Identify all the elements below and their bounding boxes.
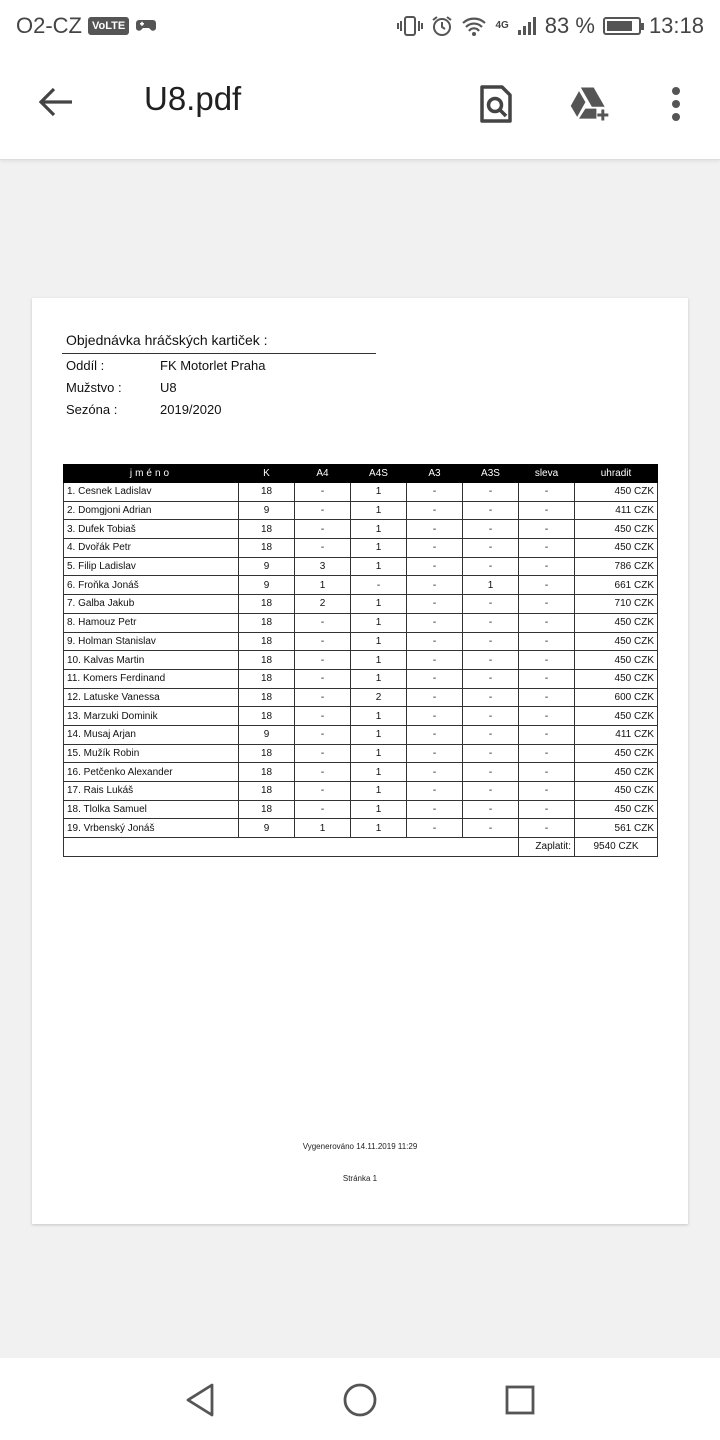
battery-icon: [603, 17, 641, 35]
table-cell: 9: [239, 501, 295, 520]
table-cell: 450 CZK: [575, 707, 658, 726]
table-cell: 1: [351, 595, 407, 614]
table-cell: -: [407, 557, 463, 576]
table-cell: -: [407, 501, 463, 520]
order-heading: Objednávka hráčských kartiček :: [66, 332, 268, 348]
table-cell: -: [463, 539, 519, 558]
table-cell: -: [407, 782, 463, 801]
table-cell: 18: [239, 520, 295, 539]
table-cell: 786 CZK: [575, 557, 658, 576]
table-cell: 411 CZK: [575, 501, 658, 520]
column-header: K: [239, 465, 295, 483]
app-bar: [0, 52, 720, 160]
table-cell: -: [463, 520, 519, 539]
total-label: Zaplatit:: [519, 838, 575, 857]
info-value: U8: [160, 380, 177, 395]
table-cell: -: [295, 688, 351, 707]
table-cell: 1: [351, 782, 407, 801]
table-cell: 1: [351, 763, 407, 782]
table-cell: -: [407, 819, 463, 838]
table-cell: -: [407, 483, 463, 502]
table-cell: 1: [351, 800, 407, 819]
table-cell: 1: [351, 651, 407, 670]
table-cell: -: [519, 800, 575, 819]
table-cell: 7. Galba Jakub: [64, 595, 239, 614]
table-cell: 1: [295, 576, 351, 595]
info-label: Mužstvo :: [66, 380, 122, 395]
table-cell: -: [463, 819, 519, 838]
table-cell: -: [463, 707, 519, 726]
table-cell: 450 CZK: [575, 800, 658, 819]
table-cell: -: [519, 483, 575, 502]
table-cell: -: [407, 595, 463, 614]
table-cell: 561 CZK: [575, 819, 658, 838]
table-cell: -: [519, 669, 575, 688]
table-cell: 16. Petčenko Alexander: [64, 763, 239, 782]
table-cell: 11. Komers Ferdinand: [64, 669, 239, 688]
table-cell: -: [295, 520, 351, 539]
table-cell: -: [295, 539, 351, 558]
table-cell: -: [463, 595, 519, 614]
table-cell: -: [407, 613, 463, 632]
table-cell: 14. Musaj Arjan: [64, 725, 239, 744]
info-label: Oddíl :: [66, 358, 105, 373]
table-cell: -: [519, 782, 575, 801]
table-cell: -: [519, 557, 575, 576]
navigation-bar: [0, 1358, 720, 1440]
table-row: [64, 539, 658, 558]
table-cell: -: [463, 763, 519, 782]
table-cell: -: [519, 819, 575, 838]
table-cell: 18: [239, 483, 295, 502]
signal-icon: [517, 16, 537, 36]
table-cell: 9: [239, 557, 295, 576]
table-cell: 2: [295, 595, 351, 614]
table-cell: 18: [239, 800, 295, 819]
table-cell: 8. Hamouz Petr: [64, 613, 239, 632]
table-cell: 18: [239, 782, 295, 801]
table-row: [64, 669, 658, 688]
table-cell: 1: [463, 576, 519, 595]
alarm-icon: [431, 15, 453, 37]
table-row: [64, 501, 658, 520]
table-cell: -: [519, 520, 575, 539]
info-row-season: [66, 402, 222, 417]
table-cell: 661 CZK: [575, 576, 658, 595]
table-cell: -: [295, 744, 351, 763]
table-cell: -: [351, 576, 407, 595]
table-cell: 450 CZK: [575, 744, 658, 763]
table-row: [64, 576, 658, 595]
table-cell: 18: [239, 539, 295, 558]
table-cell: -: [463, 669, 519, 688]
table-cell: -: [295, 501, 351, 520]
table-cell: 18. Tlolka Samuel: [64, 800, 239, 819]
generated-timestamp: Vygenerováno 14.11.2019 11:29: [302, 1142, 418, 1151]
table-row: [64, 744, 658, 763]
table-cell: -: [519, 688, 575, 707]
back-triangle-icon[interactable]: [180, 1380, 220, 1420]
table-cell: 9: [239, 819, 295, 838]
table-cell: 1: [295, 819, 351, 838]
table-cell: -: [519, 632, 575, 651]
table-cell: 4. Dvořák Petr: [64, 539, 239, 558]
info-row-club: [66, 358, 266, 373]
table-cell: -: [407, 539, 463, 558]
table-cell: -: [407, 651, 463, 670]
table-cell: 1: [351, 483, 407, 502]
table-cell: -: [407, 744, 463, 763]
table-cell: -: [463, 688, 519, 707]
table-row: [64, 651, 658, 670]
table-cell: 450 CZK: [575, 782, 658, 801]
table-cell: 1: [351, 669, 407, 688]
table-cell: -: [295, 483, 351, 502]
table-cell: -: [295, 725, 351, 744]
table-cell: 1: [351, 725, 407, 744]
column-header: A4S: [351, 465, 407, 483]
total-value: 9540 CZK: [575, 838, 658, 857]
table-cell: -: [463, 557, 519, 576]
table-cell: 450 CZK: [575, 613, 658, 632]
table-cell: -: [407, 669, 463, 688]
network-type-label: 4G: [495, 20, 509, 31]
table-cell: -: [407, 707, 463, 726]
table-cell: 1: [351, 539, 407, 558]
table-cell: -: [295, 613, 351, 632]
table-cell: -: [519, 725, 575, 744]
info-label: Sezóna :: [66, 402, 118, 417]
volte-badge: VoLTE: [88, 17, 129, 35]
table-cell: -: [519, 501, 575, 520]
table-row: [64, 688, 658, 707]
table-cell: 710 CZK: [575, 595, 658, 614]
table-cell: -: [407, 800, 463, 819]
column-header: A4: [295, 465, 351, 483]
table-row: [64, 707, 658, 726]
table-cell: 10. Kalvas Martin: [64, 651, 239, 670]
table-cell: 450 CZK: [575, 520, 658, 539]
orders-table: [63, 464, 658, 857]
column-header: uhradit: [575, 465, 658, 483]
table-cell: -: [295, 763, 351, 782]
table-row: [64, 557, 658, 576]
more-vert-icon[interactable]: [654, 82, 698, 126]
table-row: [64, 613, 658, 632]
table-cell: -: [519, 576, 575, 595]
table-cell: -: [519, 707, 575, 726]
game-controller-icon: [135, 13, 157, 39]
table-cell: 18: [239, 651, 295, 670]
table-cell: -: [463, 800, 519, 819]
table-row: [64, 782, 658, 801]
table-cell: 450 CZK: [575, 483, 658, 502]
table-cell: 15. Mužík Robin: [64, 744, 239, 763]
battery-percent: 83 %: [544, 13, 595, 38]
table-cell: 1: [351, 707, 407, 726]
table-cell: -: [407, 520, 463, 539]
table-cell: 600 CZK: [575, 688, 658, 707]
clock: 13:18: [648, 13, 704, 38]
table-cell: 18: [239, 688, 295, 707]
table-cell: 9: [239, 576, 295, 595]
table-cell: 411 CZK: [575, 725, 658, 744]
table-cell: 19. Vrbenský Jonáš: [64, 819, 239, 838]
table-row: [64, 819, 658, 838]
table-cell: 18: [239, 669, 295, 688]
table-cell: 2: [351, 688, 407, 707]
column-header: A3S: [463, 465, 519, 483]
table-cell: 1: [351, 520, 407, 539]
table-cell: 1: [351, 501, 407, 520]
table-cell: -: [295, 669, 351, 688]
table-row: [64, 763, 658, 782]
table-cell: -: [407, 632, 463, 651]
table-row: [64, 800, 658, 819]
table-cell: 17. Rais Lukáš: [64, 782, 239, 801]
table-cell: 9. Holman Stanislav: [64, 632, 239, 651]
table-cell: -: [295, 632, 351, 651]
table-cell: 9: [239, 725, 295, 744]
table-cell: 2. Domgjoni Adrian: [64, 501, 239, 520]
wifi-icon: [461, 15, 487, 37]
table-cell: -: [463, 782, 519, 801]
page-number: Stránka 1: [342, 1174, 378, 1183]
column-header: sleva: [519, 465, 575, 483]
info-value: 2019/2020: [160, 402, 222, 417]
table-row: [64, 725, 658, 744]
recents-square-icon[interactable]: [500, 1380, 540, 1420]
table-cell: 450 CZK: [575, 539, 658, 558]
table-cell: 6. Froňka Jonáš: [64, 576, 239, 595]
table-cell: -: [463, 651, 519, 670]
table-cell: -: [407, 763, 463, 782]
table-cell: 13. Marzuki Dominik: [64, 707, 239, 726]
document-title: U8.pdf: [144, 80, 242, 117]
table-cell: -: [463, 744, 519, 763]
table-cell: 18: [239, 707, 295, 726]
table-cell: 5. Filip Ladislav: [64, 557, 239, 576]
table-cell: 18: [239, 613, 295, 632]
table-cell: 1. Cesnek Ladislav: [64, 483, 239, 502]
table-cell: -: [407, 725, 463, 744]
pdf-page: [32, 298, 688, 1224]
table-cell: 18: [239, 632, 295, 651]
table-cell: 18: [239, 744, 295, 763]
table-cell: 12. Latuske Vanessa: [64, 688, 239, 707]
table-cell: -: [463, 725, 519, 744]
heading-underline: [62, 353, 376, 354]
info-value: FK Motorlet Praha: [160, 358, 266, 373]
table-cell: 3. Dufek Tobiaš: [64, 520, 239, 539]
table-cell: -: [295, 800, 351, 819]
table-row: [64, 632, 658, 651]
table-cell: 450 CZK: [575, 763, 658, 782]
home-circle-icon[interactable]: [340, 1380, 380, 1420]
drive-add-icon[interactable]: [568, 82, 612, 126]
table-cell: 450 CZK: [575, 632, 658, 651]
status-bar: [0, 0, 720, 52]
table-cell: -: [463, 483, 519, 502]
table-cell: 3: [295, 557, 351, 576]
table-header-row: [64, 465, 658, 483]
table-cell: -: [463, 613, 519, 632]
column-header: A3: [407, 465, 463, 483]
back-arrow-icon[interactable]: [36, 82, 76, 122]
table-cell: 1: [351, 557, 407, 576]
total-spacer: [64, 838, 519, 857]
carrier-label: O2-CZ: [16, 13, 82, 38]
info-row-team: [66, 380, 177, 395]
table-cell: 1: [351, 632, 407, 651]
table-cell: 1: [351, 613, 407, 632]
table-cell: -: [519, 744, 575, 763]
table-cell: -: [295, 782, 351, 801]
table-row: [64, 483, 658, 502]
table-cell: 450 CZK: [575, 651, 658, 670]
table-cell: -: [519, 539, 575, 558]
table-cell: -: [295, 707, 351, 726]
table-cell: 18: [239, 763, 295, 782]
table-cell: 18: [239, 595, 295, 614]
table-cell: -: [519, 613, 575, 632]
table-cell: -: [463, 632, 519, 651]
table-cell: -: [519, 651, 575, 670]
vibrate-icon: [397, 15, 423, 37]
table-cell: 1: [351, 819, 407, 838]
table-cell: -: [519, 763, 575, 782]
document-search-icon[interactable]: [474, 82, 518, 126]
table-cell: -: [407, 688, 463, 707]
table-row: [64, 520, 658, 539]
table-cell: -: [519, 595, 575, 614]
table-cell: -: [463, 501, 519, 520]
table-total-row: [64, 838, 658, 857]
table-cell: -: [295, 651, 351, 670]
table-cell: 450 CZK: [575, 669, 658, 688]
table-cell: -: [407, 576, 463, 595]
table-cell: 1: [351, 744, 407, 763]
column-header: jméno: [64, 465, 239, 483]
table-row: [64, 595, 658, 614]
